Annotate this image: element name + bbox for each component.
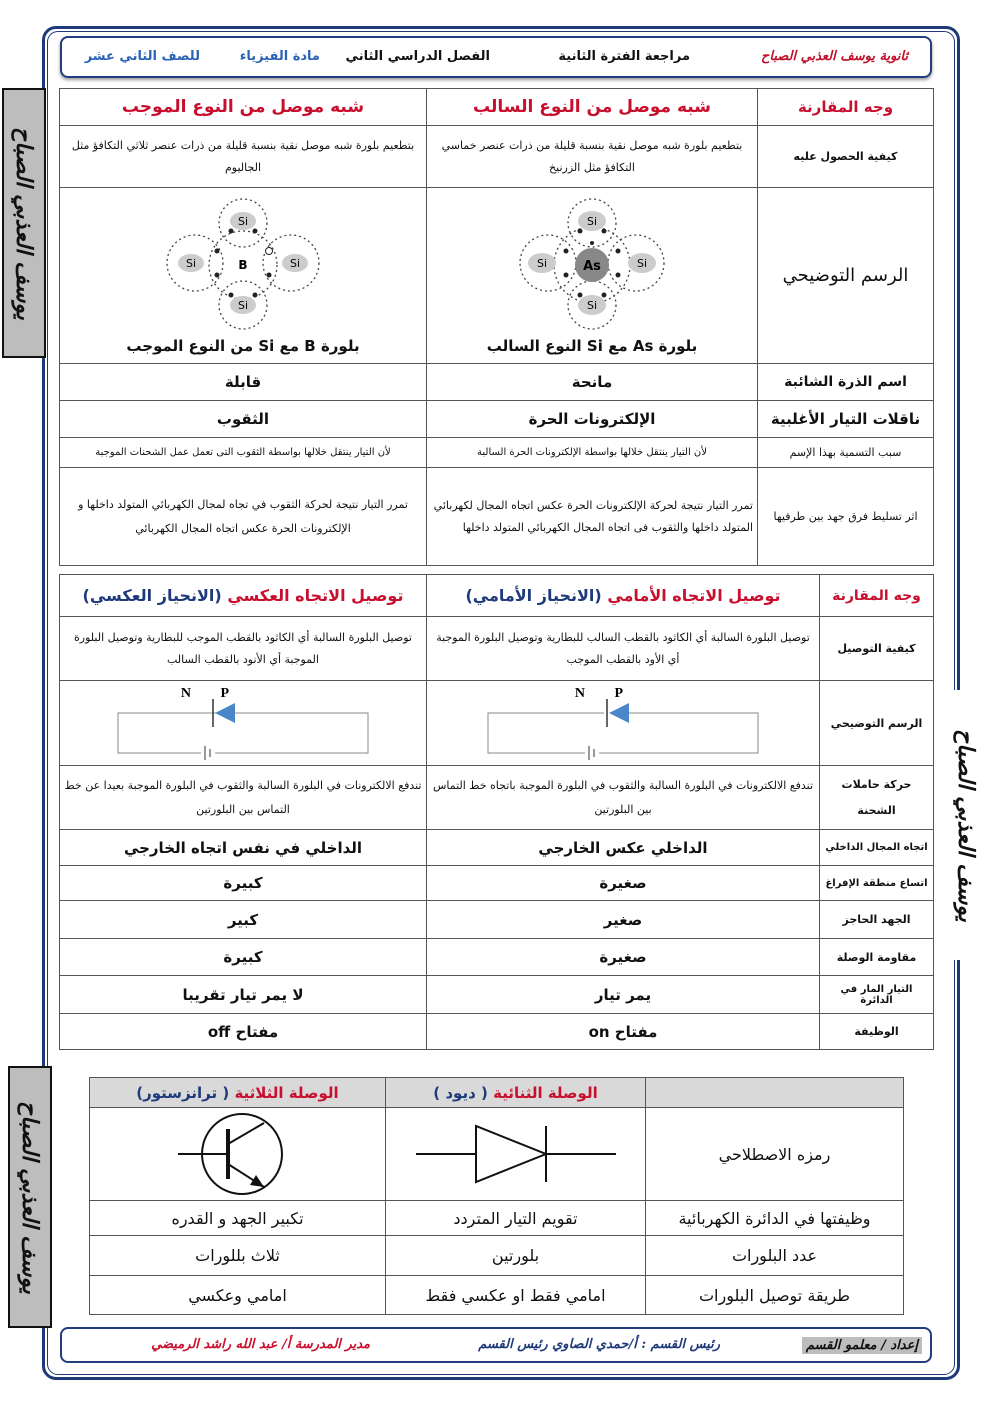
p-type-caption: بلورة B مع Si من النوع الموجب	[126, 336, 360, 355]
atom-si-label: Si	[586, 214, 598, 228]
col-p-type-header: شبه موصل من النوع الموجب	[60, 89, 427, 126]
cell-n: بتطعيم بلورة شبه موصل نقية بنسبة قليلة من ذرات عنصر خماسي التكافؤ مثل الزرنيخ	[427, 126, 758, 188]
semiconductor-comparison-table	[59, 88, 934, 566]
forward-paren: (الانحياز الأمامي)	[465, 586, 602, 605]
n-label: N	[180, 686, 191, 701]
atom-si-label: Si	[586, 298, 598, 312]
footer-bar	[60, 1327, 932, 1363]
cell-forward: صغيرة	[427, 939, 820, 976]
cell-p: قابلة	[60, 364, 427, 401]
col-reverse-header	[60, 575, 427, 617]
side-banner-text: يوسف العذبي الصباح	[17, 1100, 43, 1294]
cell-reverse: كبيرة	[60, 939, 427, 976]
cell-transistor-symbol	[90, 1108, 386, 1201]
cell-p: لأن التيار ينتقل خلالها بواسطة الثقوب التى تعمل عمل الشحنات الموجبة	[60, 438, 427, 468]
side-banner-right	[944, 690, 988, 960]
cell-diode: بلورتين	[386, 1236, 646, 1276]
cell-forward: توصيل البلورة السالبة أي الكاثود بالقطب السالب للبطارية وتوصيل البلورة الموجبة أي الأود بالقطب الموجب	[427, 617, 820, 681]
cell-p: بتطعيم بلورة شبه موصل نقية بنسبة قليلة من ذرات عنصر ثلاثي التكافؤ مثل الجاليوم	[60, 126, 427, 188]
row-aspect: وظيفتها في الدائرة الكهربائية	[646, 1201, 904, 1236]
cell-p: تمرر التيار نتيجة لحركة الثقوب في تجاه لمجال الكهربائي المتولد داخلها و الإلكترونات الحرة عكس اتجاه المجال الكهربائي	[60, 468, 427, 566]
row-aspect: الجهد الحاجز	[820, 901, 934, 939]
cell-forward: تندفع الالكترونات في البلورة السالبة والثقوب في البلورة الموجبة باتجاه خط التماس بين البلورتين	[427, 766, 820, 830]
cell-reverse: مفتاح off	[60, 1014, 427, 1050]
row-aspect: سبب التسمية بهذا الإسم	[758, 438, 934, 468]
atom-si-label: Si	[237, 214, 249, 228]
n-type-caption: بلورة As مع Si النوع السالب	[486, 336, 698, 355]
row-aspect: مقاومة الوصلة	[820, 939, 934, 976]
row-aspect: كيفية الحصول عليه	[758, 126, 934, 188]
col-forward-header	[427, 575, 820, 617]
semester-title: الفصل الدراسي الثاني	[345, 49, 490, 64]
row-aspect: الرسم التوضيحي	[820, 681, 934, 766]
review-title: مراجعة الفترة الثانية	[558, 49, 690, 64]
col-aspect-header: وجه المقارنة	[758, 89, 934, 126]
row-aspect: اثر تسليط فرق جهد بين طرفيها	[758, 468, 934, 566]
row-aspect: اتجاه المجال الداخلي	[820, 830, 934, 866]
row-aspect: اتساع منطقة الإفراغ	[820, 866, 934, 901]
cell-forward: صغيرة	[427, 866, 820, 901]
cell-n: مانحة	[427, 364, 758, 401]
atom-si-label: Si	[185, 256, 197, 270]
cell-transistor: امامي وعكسي	[90, 1276, 386, 1315]
atom-si-label: Si	[536, 256, 548, 270]
n-type-lattice-diagram	[492, 197, 692, 337]
row-aspect: رمزه الاصطلاحي	[646, 1108, 904, 1201]
cell-transistor: ثلاث بللورات	[90, 1236, 386, 1276]
cell-diode: تقويم التيار المتردد	[386, 1201, 646, 1236]
row-aspect: عدد البلورات	[646, 1236, 904, 1276]
side-banner-text: يوسف العذبي الصباح	[11, 126, 37, 320]
p-type-lattice-diagram	[143, 197, 343, 337]
row-aspect: التيار المار في الدائرة	[820, 976, 934, 1014]
cell-reverse-diagram	[60, 681, 427, 766]
col-aspect-header: وجه المقارنة	[820, 575, 934, 617]
row-aspect: حركة حاملات الشحنة	[820, 766, 934, 830]
cell-diode-symbol	[386, 1108, 646, 1201]
reverse-title: توصيل الاتجاه العكسي	[227, 586, 404, 605]
side-banner-text: يوسف العذبي الصباح	[953, 728, 979, 922]
p-label: P	[220, 686, 229, 701]
reverse-bias-circuit	[103, 683, 383, 763]
diode-symbol	[406, 1114, 626, 1194]
cell-forward: صغير	[427, 901, 820, 939]
bias-comparison-table	[59, 574, 934, 1050]
row-aspect: كيفية التوصيل	[820, 617, 934, 681]
cell-forward-diagram	[427, 681, 820, 766]
header-bar	[60, 36, 932, 78]
cell-reverse: توصيل البلورة السالبة أي الكاثود بالقطب الموجب للبطارية وتوصيل البلورة الموجبة أي الأنود بالقطب السالب	[60, 617, 427, 681]
atom-si-label: Si	[636, 256, 648, 270]
row-aspect: اسم الذرة الشائبة	[758, 364, 934, 401]
row-aspect: الوظيفة	[820, 1014, 934, 1050]
cell-reverse: لا يمر تيار تقريبا	[60, 976, 427, 1014]
diode-title: الوصلة الثنائية	[493, 1083, 598, 1102]
cell-reverse: كبير	[60, 901, 427, 939]
col-n-type-header: شبه موصل من النوع السالب	[427, 89, 758, 126]
department-head: رئيس القسم : أ/حمدي الصاوي رئيس القسم	[478, 1337, 720, 1352]
cell-reverse: تندفع الالكترونات في البلورة السالبة والثقوب في البلورة الموجبة بعيدا عن خط التماس بين البلورتين	[60, 766, 427, 830]
diode-paren: ( ديود )	[433, 1083, 488, 1102]
side-banner-bottom-left	[8, 1066, 52, 1328]
cell-reverse: الداخلي في نفس اتجاه الخارجي	[60, 830, 427, 866]
grade-title: للصف الثاني عشر	[84, 49, 200, 64]
transistor-symbol	[168, 1111, 308, 1197]
transistor-paren: ( ترانزستور)	[136, 1083, 230, 1102]
row-aspect: الرسم التوضيحي	[758, 188, 934, 364]
atom-as-label: As	[583, 258, 601, 274]
side-banner-top-left	[2, 88, 46, 358]
cell-n-diagram	[427, 188, 758, 364]
principal: مدير المدرسة أ/ عبد الله راشد الرميضي	[151, 1337, 370, 1352]
school-name: ثانوية يوسف العذبي الصباح	[760, 49, 908, 64]
cell-diode: امامي فقط او عكسي فقط	[386, 1276, 646, 1315]
col-diode-header	[386, 1078, 646, 1108]
col-aspect-header	[646, 1078, 904, 1108]
row-aspect: ناقلات التيار الأغلبية	[758, 401, 934, 438]
atom-b-label: B	[238, 257, 248, 272]
subject-title: مادة الفيزياء	[239, 49, 320, 64]
cell-p-diagram	[60, 188, 427, 364]
p-label: P	[614, 686, 623, 701]
cell-n: الإلكترونات الحرة	[427, 401, 758, 438]
n-label: N	[574, 686, 585, 701]
diode-transistor-table	[89, 1077, 904, 1315]
atom-si-label: Si	[289, 256, 301, 270]
row-aspect: طريقة توصيل البلورات	[646, 1276, 904, 1315]
cell-forward: يمر تيار	[427, 976, 820, 1014]
atom-si-label: Si	[237, 298, 249, 312]
cell-n: لأن التيار ينتقل خلالها بواسطة الإلكترونات الحرة السالبة	[427, 438, 758, 468]
cell-forward: مفتاح on	[427, 1014, 820, 1050]
cell-reverse: كبيرة	[60, 866, 427, 901]
cell-transistor: تكبير الجهد و القدره	[90, 1201, 386, 1236]
cell-n: تمرر التيار نتيجة لحركة الإلكترونات الحرة عكس اتجاه المجال لكهربائي المتولد داخلها والثقوب فى اتجاه المجال الكهربائي المتولد داخلها	[427, 468, 758, 566]
cell-forward: الداخلي عكس الخارجي	[427, 830, 820, 866]
forward-title: توصيل الاتجاه الأمامي	[607, 586, 781, 605]
prepared-by: إعداد / معلمو القسم	[802, 1337, 922, 1354]
reverse-paren: (الانحياز العكسي)	[82, 586, 222, 605]
transistor-title: الوصلة الثلاثية	[234, 1083, 339, 1102]
col-transistor-header	[90, 1078, 386, 1108]
cell-p: الثقوب	[60, 401, 427, 438]
forward-bias-circuit	[473, 683, 773, 763]
